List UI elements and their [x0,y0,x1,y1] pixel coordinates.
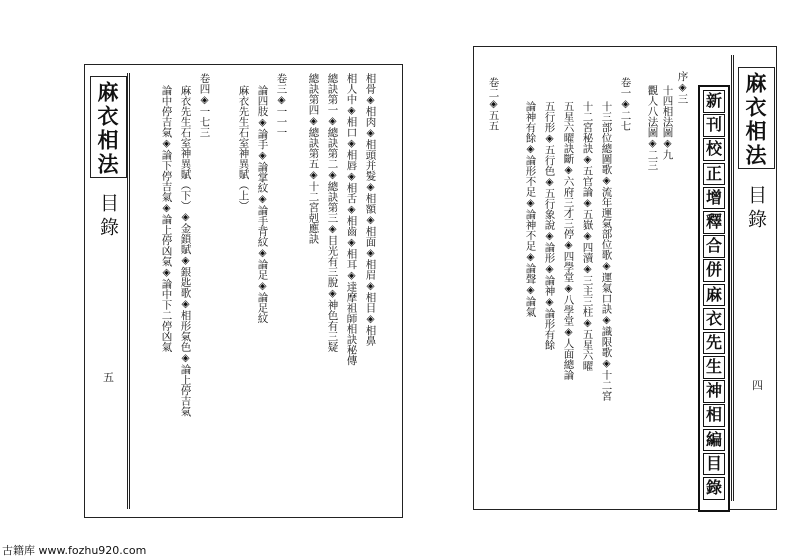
toc-column: 相人中◈相口◈相唇◈相舌◈相齒◈相耳◈達摩祖師相訣秘傳 [345,73,358,366]
title-char: 編 [703,429,725,452]
title-char: 衣 [703,308,725,331]
title-char: 合 [703,235,725,258]
toc-column: 論四肢◈論手◈論掌紋◈論手背紋◈論足◈論足紋 [256,85,269,324]
toc-column: 十三部位總圖歌◈流年運氣部位歌◈運氣口訣◈識限歌◈十二宮 [600,101,613,401]
title-char: 相 [703,404,725,427]
right-page [473,46,777,510]
left-page [84,64,403,518]
title-char: 麻 [703,284,725,307]
toc-column: 麻衣先生石室神異賦（下）◈金鎖賦◈銀匙歌◈相形氣色◈論上停吉氣 [179,85,192,417]
title-char: 正 [703,163,725,186]
toc-column: 總訣第一◈總訣第二◈總訣第三◈目光有三脫◈神色有三疑 [326,73,339,352]
toc-column: 麻衣先生石室神異賦（上） [237,85,250,211]
title-char: 釋 [703,211,725,234]
title-char: 生 [703,356,725,379]
left-header-sub: 目錄 [97,193,119,241]
chapter-heading: 卷一◈二七 [619,77,632,131]
left-page-number: 五 [103,371,114,384]
title-char: 先 [703,332,725,355]
right-header-title: 麻衣相法 [743,72,768,168]
right-page-number: 四 [752,379,763,392]
book-title-banner [698,85,730,512]
title-char: 併 [703,259,725,282]
title-char: 校 [703,138,725,161]
title-char: 錄 [703,477,725,500]
left-header-title: 麻衣相法 [95,81,120,177]
toc-column: 總訣第四◈總訣第五◈十二宮剋應訣 [307,73,320,244]
toc-column: 五行形◈五行色◈五行象說◈論形◈論神◈論形有餘 [543,101,556,350]
title-char: 新 [703,90,725,113]
toc-column: 論神有餘◈論形不足◈論神不足◈論聲◈論氣 [524,101,537,317]
toc-column: 相骨◈相肉◈相頭并髮◈相額◈相面◈相眉◈相目◈相鼻 [364,73,377,346]
toc-column: 觀人八法圖◈二三 [646,85,659,171]
chapter-heading: 卷二◈五五 [487,77,500,131]
title-char: 增 [703,187,725,210]
toc-column: 論中停吉氣◈論下停吉氣◈論上停凶氣◈論中下二停凶氣 [160,85,173,352]
site-watermark: 古籍库 www.fozhu920.com [2,544,147,557]
toc-column: 十二宮秘訣◈五官論◈五嶽◈四瀆◈三主三柱◈五星六曜 [581,101,594,371]
left-header-divider-2 [129,73,130,509]
right-header-sub: 目錄 [745,185,767,233]
toc-column: 五星六曜訣斷◈六府三才三停◈四學堂◈八學堂◈人面總論 [562,101,575,380]
right-header-divider-1 [731,55,732,501]
title-char: 目 [703,453,725,476]
toc-column: 十四相法圖◈九 [661,85,674,160]
toc-column: 序◈三 [676,71,689,104]
title-char: 刊 [703,114,725,137]
chapter-heading: 卷三◈一一一 [275,73,288,138]
right-header-divider-2 [733,55,734,501]
title-char: 神 [703,380,725,403]
chapter-heading: 卷四◈一七三 [198,73,211,138]
left-header-divider-1 [127,73,128,509]
